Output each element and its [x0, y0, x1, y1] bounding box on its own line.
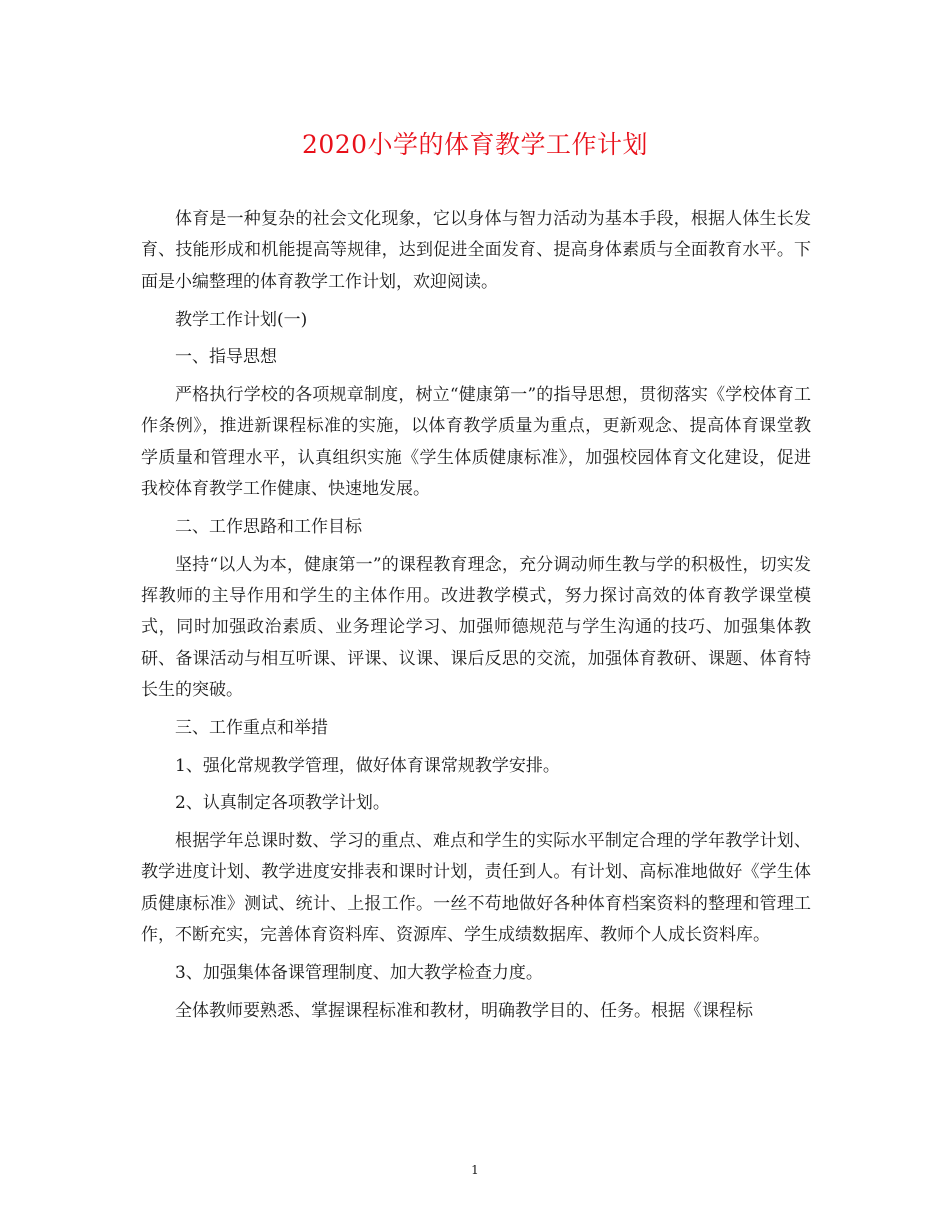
curriculum-paragraph: 全体教师要熟悉、掌握课程标准和教材，明确教学目的、任务。根据《课程标	[175, 1000, 753, 1021]
measure-item-2: 2、认真制定各项教学计划。	[175, 793, 390, 814]
intro-paragraph: 体育是一种复杂的社会文化现象，它以身体与智力活动为基本手段，根据人体生长发育、技能形成和机能提高等规律，达到促进全面发育、提高身体素质与全面教育水平。下面是小编整理的体育教学工作计划，欢迎阅读。	[141, 209, 811, 292]
page-number: 1	[471, 1163, 479, 1177]
section-heading-work-goals: 二、工作思路和工作目标	[175, 516, 362, 537]
plan-heading: 教学工作计划(一)	[175, 309, 308, 330]
section-heading-guiding-ideology: 一、指导思想	[175, 347, 277, 368]
work-goals-paragraph: 坚持“以人为本，健康第一”的课程教育理念，充分调动师生教与学的积极性，切实发挥教师的主导作用和学生的主体作用。改进教学模式，努力探讨高效的体育教学课堂模式，同时加强政治素质、业务理论学习、加强师德规范与学生沟通的技巧、加强集体教研、备课活动与相互听课、评课、议课、课后反思的交流，加强体育教研、课题、体育特长生的突破。	[141, 554, 811, 701]
measure-item-3: 3、加强集体备课管理制度、加大教学检查力度。	[175, 962, 543, 983]
document-title: 2020小学的体育教学工作计划	[301, 130, 649, 159]
document-body	[141, 204, 811, 1033]
section-heading-key-measures: 三、工作重点和举措	[175, 717, 328, 738]
teaching-plan-paragraph: 根据学年总课时数、学习的重点、难点和学生的实际水平制定合理的学年教学计划、教学进度计划、教学进度安排表和课时计划，责任到人。有计划、高标准地做好《学生体质健康标准》测试、统计、上报工作。一丝不苟地做好各种体育档案资料的整理和管理工作，不断充实，完善体育资料库、资源库、学生成绩数据库、教师个人成长资料库。	[141, 830, 811, 946]
measure-item-1: 1、强化常规教学管理，做好体育课常规教学安排。	[175, 755, 560, 776]
guiding-ideology-paragraph: 严格执行学校的各项规章制度，树立“健康第一”的指导思想，贯彻落实《学校体育工作条例》，推进新课程标准的实施，以体育教学质量为重点，更新观念、提高体育课堂教学质量和管理水平，认真组织实施《学生体质健康标准》，加强校园体育文化建设，促进我校体育教学工作健康、快速地发展。	[141, 384, 811, 500]
